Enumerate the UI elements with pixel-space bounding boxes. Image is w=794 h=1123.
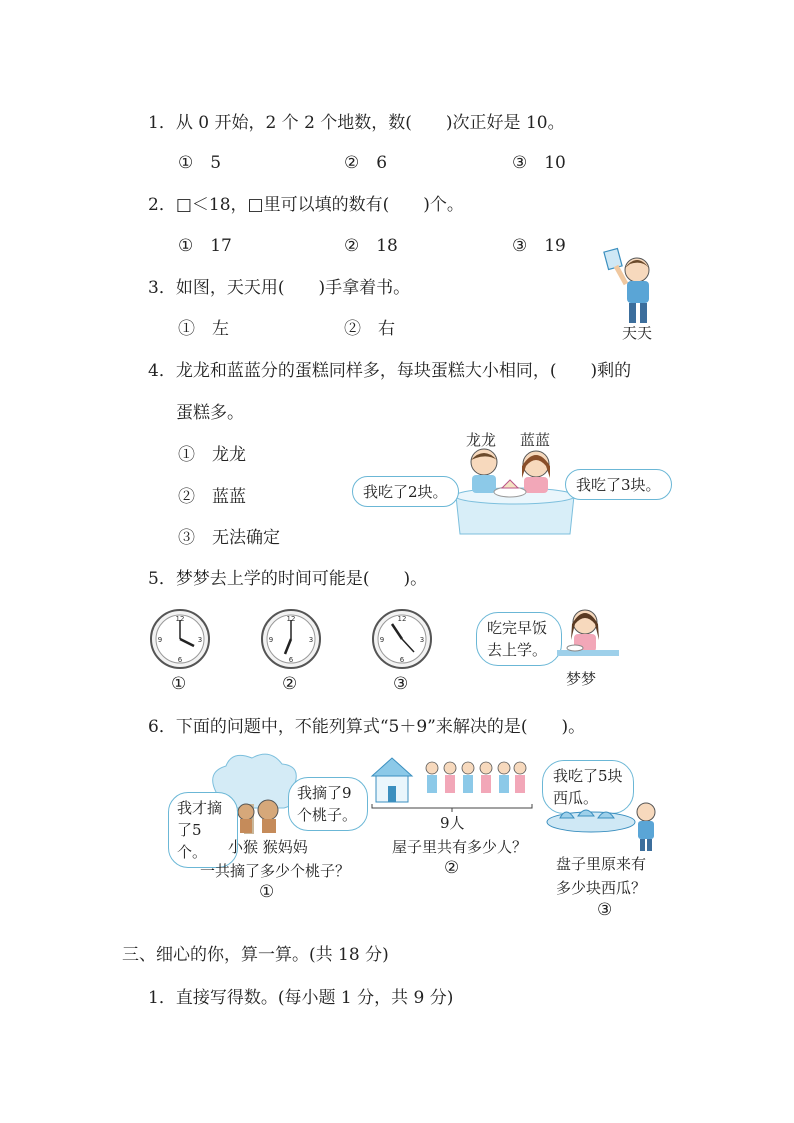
- house-and-people-illustration: [370, 754, 535, 810]
- svg-text:6: 6: [399, 656, 405, 664]
- question-3: 3．如图，天天用( )手拿着书。: [148, 278, 411, 298]
- q5-caption: 梦梦: [566, 670, 597, 688]
- q2-option-2[interactable]: ② 18: [344, 236, 398, 256]
- question-6: 6．下面的问题中，不能列算式“5＋9”来解决的是( )。: [148, 717, 586, 737]
- q3-caption: 天天: [622, 324, 653, 342]
- svg-text:9: 9: [157, 636, 163, 644]
- q6-s3-label[interactable]: ③: [597, 900, 613, 920]
- q6-s1-names: 小猴 猴妈妈: [228, 838, 308, 856]
- question-5: 5．梦梦去上学的时间可能是( )。: [148, 569, 428, 589]
- svg-text:6: 6: [288, 656, 294, 664]
- q4-name-lanlan: 蓝蓝: [520, 431, 551, 449]
- svg-text:9: 9: [268, 636, 274, 644]
- q4-bubble-longlong: 我吃了2块。: [352, 476, 459, 507]
- q4-name-longlong: 龙龙: [466, 431, 497, 449]
- q6-s1-bubble-right: 我摘了9个桃子。: [288, 777, 368, 831]
- q6-s1-label[interactable]: ①: [259, 882, 275, 902]
- q6-s3-bubble: 我吃了5块西瓜。: [542, 760, 634, 814]
- girl-mengmeng-illustration: [555, 606, 625, 666]
- q2-option-1[interactable]: ① 17: [178, 236, 232, 256]
- q6-s2-question: 屋子里共有多少人？: [392, 838, 528, 856]
- clock-3-icon: [372, 608, 432, 670]
- q3-option-1[interactable]: ① 左: [178, 319, 229, 339]
- svg-text:9: 9: [379, 636, 385, 644]
- q4-option-3[interactable]: ③ 无法确定: [178, 528, 280, 548]
- q6-s2-label[interactable]: ②: [444, 858, 460, 878]
- svg-text:12: 12: [175, 615, 185, 623]
- section-3-item-1: 1．直接写得数。(每小题 1 分，共 9 分): [148, 988, 454, 1008]
- q6-s3-question-line2: 多少块西瓜？: [556, 879, 647, 897]
- question-4-line2: 蛋糕多。: [176, 403, 244, 423]
- children-with-cake-illustration: [450, 448, 580, 534]
- q4-option-2[interactable]: ② 蓝蓝: [178, 487, 246, 507]
- boy-with-book-illustration: [600, 248, 670, 326]
- q4-bubble-lanlan: 我吃了3块。: [565, 469, 672, 500]
- svg-text:12: 12: [397, 615, 407, 623]
- svg-text:3: 3: [419, 636, 425, 644]
- question-2: 2．□＜18，□里可以填的数有( )个。: [148, 195, 464, 215]
- q5-label-2[interactable]: ②: [282, 674, 298, 694]
- q1-option-1[interactable]: ① 5: [178, 153, 222, 173]
- q5-label-3[interactable]: ③: [393, 674, 409, 694]
- q1-option-3[interactable]: ③ 10: [512, 153, 566, 173]
- q6-s1-bubble-left: 我才摘了5个。: [168, 792, 238, 868]
- clock-1-icon: [150, 608, 210, 670]
- section-3-title: 三、细心的你，算一算。(共 18 分): [122, 945, 389, 965]
- q4-option-1[interactable]: ① 龙龙: [178, 445, 246, 465]
- question-4: 4．龙龙和蓝蓝分的蛋糕同样多，每块蛋糕大小相同，( )剩的: [148, 361, 632, 381]
- q5-label-1[interactable]: ①: [171, 674, 187, 694]
- question-1: 1．从 0 开始，2 个 2 个地数，数( )次正好是 10。: [148, 113, 565, 133]
- watermelon-plate-and-boy-illustration: [546, 802, 666, 852]
- svg-text:3: 3: [308, 636, 314, 644]
- q6-s3-question-line1: 盘子里原来有: [556, 855, 647, 873]
- q6-s2-count: 9人: [440, 814, 465, 832]
- q5-bubble: 吃完早饭去上学。: [476, 612, 562, 666]
- clock-2-icon: [261, 608, 321, 670]
- svg-text:12: 12: [286, 615, 296, 623]
- svg-text:6: 6: [177, 656, 183, 664]
- q3-option-2[interactable]: ② 右: [344, 319, 395, 339]
- q2-option-3[interactable]: ③ 19: [512, 236, 566, 256]
- q1-option-2[interactable]: ② 6: [344, 153, 388, 173]
- q6-s1-question: 一共摘了多少个桃子？: [200, 862, 351, 880]
- svg-text:3: 3: [197, 636, 203, 644]
